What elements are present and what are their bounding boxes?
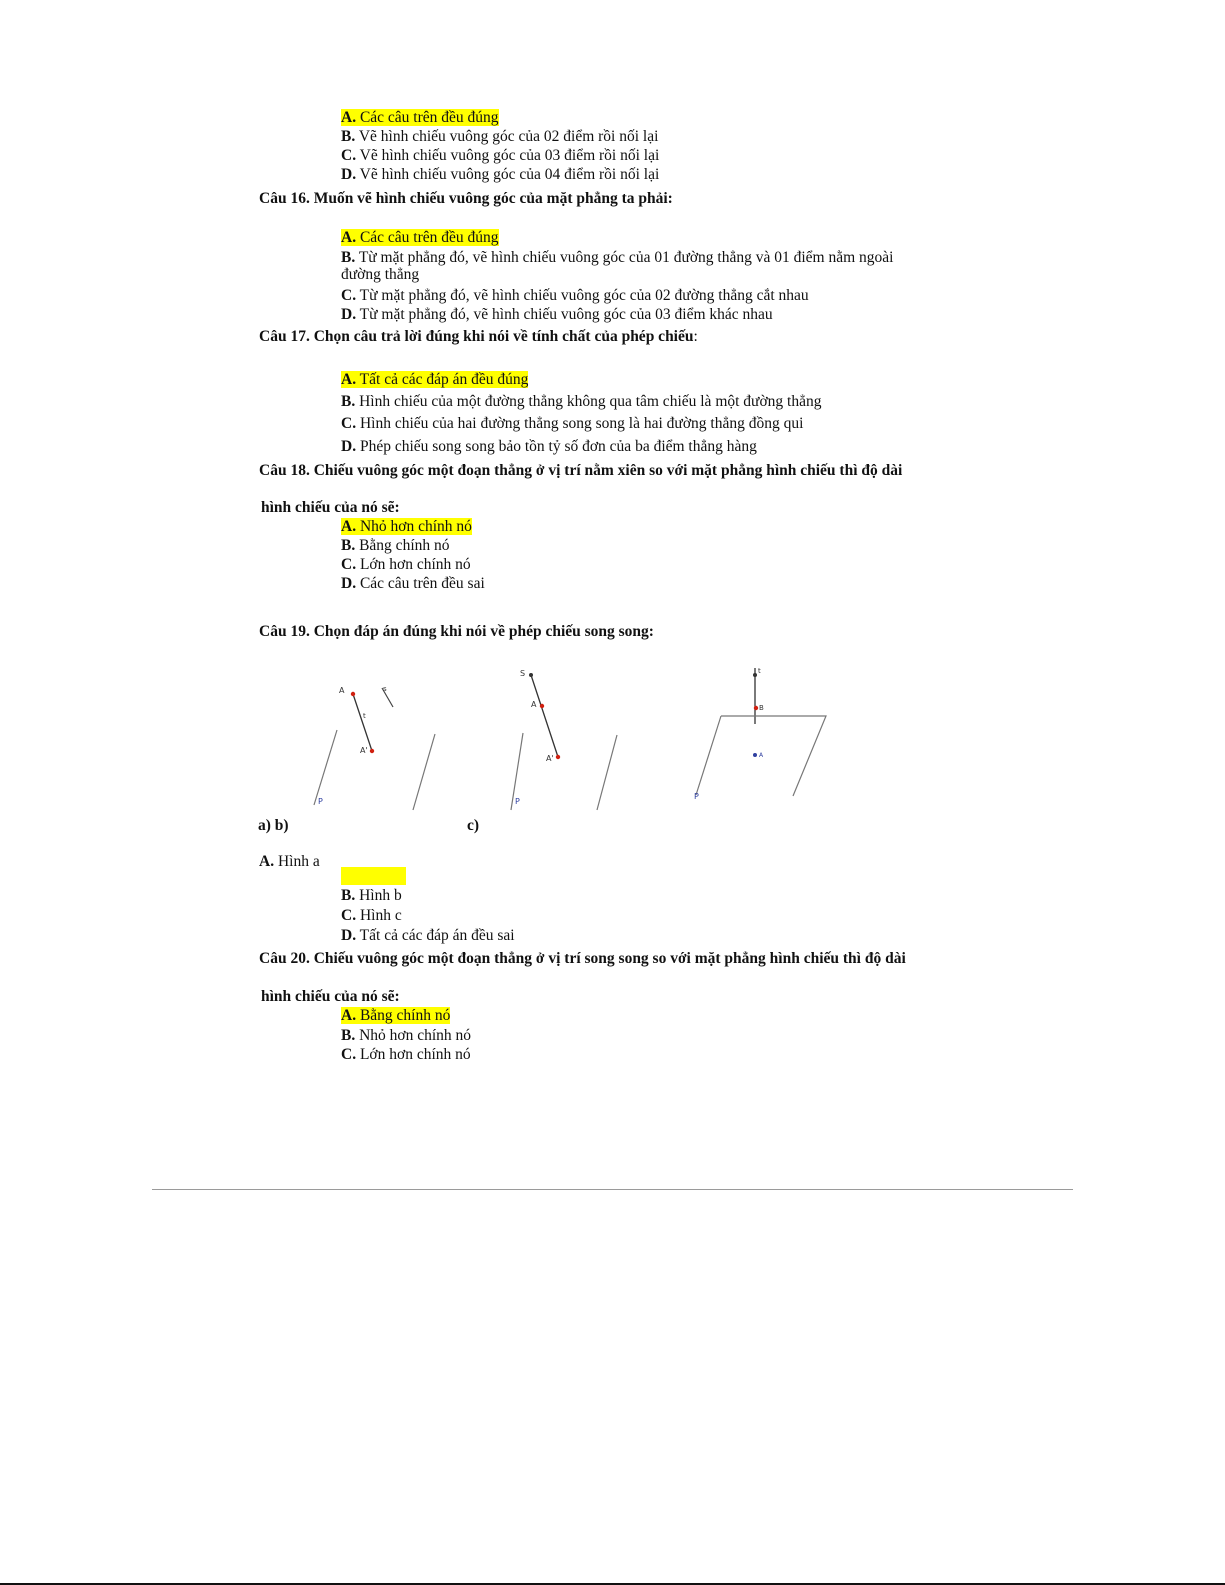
figure-c-point-b (754, 706, 758, 710)
q15-option-a: A. Các câu trên đều đúng (341, 109, 499, 126)
figure-a-label-a: A (339, 686, 345, 695)
figure-a-point-a-prime (370, 749, 374, 753)
q19-option-b: B. Hình b (341, 887, 402, 904)
figure-b-label-p: P (515, 797, 520, 806)
q19-stem: Câu 19. Chọn đáp án đúng khi nói về phép chiếu song song: (259, 623, 654, 640)
q17-option-c: C. Hình chiếu của hai đường thẳng song song là hai đường thẳng đồng qui (341, 415, 804, 432)
figure-b-plane-right-edge (597, 735, 617, 810)
q15-option-d: D. Vẽ hình chiếu vuông góc của 04 điểm rồi nối lại (341, 166, 660, 183)
figure-b (511, 669, 617, 810)
q20-option-b: B. Nhỏ hơn chính nó (341, 1027, 472, 1044)
q18-option-d: D. Các câu trên đều sai (341, 575, 485, 592)
q16-option-b-cont: đường thẳng (341, 266, 420, 283)
q18-option-c: C. Lớn hơn chính nó (341, 556, 471, 573)
figure-a-plane-left-edge (314, 730, 337, 805)
figure-a-label-s: s (383, 685, 387, 693)
figure-a-label-a-prime: A' (360, 746, 368, 755)
q18-stem: Câu 18. Chiếu vuông góc một đoạn thẳng ở vị trí nằm xiên so với mặt phẳng hình chiếu thì độ dài (259, 462, 903, 479)
figure-c-label-p: P (694, 792, 699, 801)
q16-option-d: D. Từ mặt phẳng đó, vẽ hình chiếu vuông góc của 03 điểm khác nhau (341, 306, 773, 323)
q19-projection-figures (0, 655, 1225, 815)
figure-a-projection-ray (353, 694, 372, 751)
figure-b-point-a (540, 704, 544, 708)
figure-b-label-s: S (520, 669, 526, 678)
page-separator (152, 1189, 1073, 1190)
q19-option-a: A. Hình a (259, 853, 320, 870)
q20-option-a: A. Bằng chính nó (341, 1007, 451, 1024)
figure-c-label-t: t (758, 667, 761, 675)
q15-option-c: C. Vẽ hình chiếu vuông góc của 03 điểm rồi nối lại (341, 147, 660, 164)
figure-b-projection-ray (531, 675, 558, 757)
q19-figure-label-c: c) (467, 817, 480, 834)
figure-b-label-a: A (531, 700, 537, 709)
q20-option-c: C. Lớn hơn chính nó (341, 1046, 471, 1063)
figure-b-center-s (529, 673, 533, 677)
figure-c-plane-left-edge (696, 716, 721, 795)
q20-stem-line2: hình chiếu của nó sẽ: (261, 988, 400, 1005)
q16-option-b: B. Từ mặt phẳng đó, vẽ hình chiếu vuông góc của 01 đường thẳng và 01 điểm nằm ngoài (341, 249, 894, 266)
q19-figure-label-ab: a) b) (258, 817, 289, 834)
q18-stem-line2: hình chiếu của nó sẽ: (261, 499, 400, 516)
q17-stem: Câu 17. Chọn câu trả lời đúng khi nói về tính chất của phép chiếu: (259, 328, 698, 345)
q18-option-a: A. Nhỏ hơn chính nó (341, 518, 472, 535)
figure-a-label-p: P (318, 797, 323, 806)
figure-c-point-a (753, 753, 757, 757)
q18-option-b: B. Bằng chính nó (341, 537, 450, 554)
q16-option-c: C. Từ mặt phẳng đó, vẽ hình chiếu vuông góc của 02 đường thẳng cắt nhau (341, 287, 809, 304)
q16-stem: Câu 16. Muốn vẽ hình chiếu vuông góc của mặt phẳng ta phải: (259, 190, 673, 207)
figure-a-label-t: t (363, 712, 366, 720)
figure-a-plane-right-edge (413, 734, 435, 810)
q20-stem: Câu 20. Chiếu vuông góc một đoạn thẳng ở vị trí song song so với mặt phẳng hình chiếu thì độ dài (259, 950, 906, 967)
figure-c-plane-top-right (721, 716, 826, 796)
figure-c-label-b: B (759, 704, 764, 712)
q16-option-a: A. Các câu trên đều đúng (341, 229, 499, 246)
q17-option-a: A. Tất cả các đáp án đều đúng (341, 371, 529, 388)
figure-a-point-a (351, 692, 355, 696)
q15-option-b: B. Vẽ hình chiếu vuông góc của 02 điểm rồi nối lại (341, 128, 659, 145)
figure-c (694, 667, 826, 801)
q19-answer-highlight (341, 867, 406, 885)
figure-b-point-a-prime (556, 755, 560, 759)
q19-option-c: C. Hình c (341, 907, 402, 924)
q19-option-d: D. Tất cả các đáp án đều sai (341, 927, 515, 944)
q17-option-d: D. Phép chiếu song song bảo tồn tỷ số đơn của ba điểm thẳng hàng (341, 438, 757, 455)
figure-c-point-t (753, 673, 757, 677)
figure-a (314, 685, 435, 810)
figure-b-label-a-prime: A' (546, 754, 554, 763)
q17-option-b: B. Hình chiếu của một đường thẳng không qua tâm chiếu là một đường thẳng (341, 393, 822, 410)
figure-c-label-a: A (759, 752, 764, 759)
